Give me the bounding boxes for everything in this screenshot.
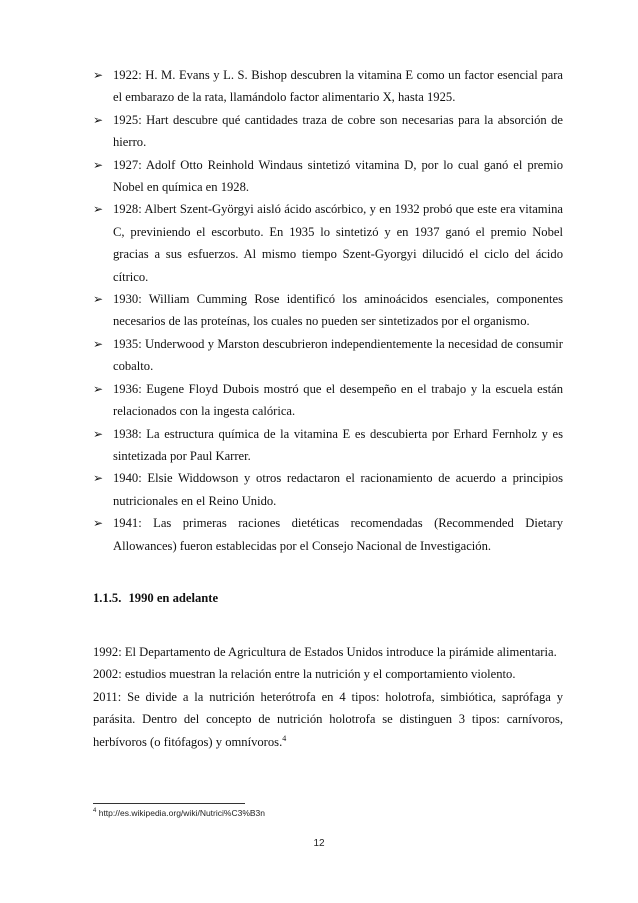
list-item	[93, 467, 563, 512]
arrowhead-bullet-icon: ➢	[93, 516, 104, 531]
section-title: 1990 en adelante	[128, 591, 219, 605]
list-item	[93, 109, 563, 154]
list-item	[93, 288, 563, 333]
arrowhead-bullet-icon: ➢	[93, 157, 104, 172]
paragraph	[93, 686, 563, 753]
footnote-separator	[93, 803, 245, 804]
paragraph	[93, 641, 563, 663]
list-item	[93, 198, 563, 288]
arrowhead-bullet-icon: ➢	[93, 292, 104, 307]
list-item-text: 1940: Elsie Widdowson y otros redactaron el racionamiento de acuerdo a principios nutricionales en el Reino Unido.	[113, 471, 563, 508]
list-item	[93, 423, 563, 468]
list-item-text: 1935: Underwood y Marston descubrieron independientemente la necesidad de consumir cobalto.	[113, 336, 563, 374]
list-item	[93, 333, 563, 378]
arrowhead-bullet-icon: ➢	[93, 426, 104, 441]
list-item-text: 1936: Eugene Floyd Dubois mostró que el desempeño en el trabajo y la escuela están relacionados con la ingesta calórica.	[113, 381, 563, 419]
footnote-reference[interactable]: 4	[282, 733, 287, 743]
list-item	[93, 512, 563, 557]
page-number: 12	[313, 838, 325, 849]
list-item-text: 1930: William Cumming Rose identificó los aminoácidos esenciales, componentes necesarios de las proteínas, los cuales no pueden ser sintetizados por el organismo.	[113, 292, 563, 329]
arrowhead-bullet-icon: ➢	[93, 336, 104, 351]
list-item-text: 1941: Las primeras raciones dietéticas recomendadas (Recommended Dietary Allowances) fueron establecidas por el Consejo Nacional de Investigación.	[113, 516, 563, 553]
paragraph-text: 2011: Se divide a la nutrición heterótrofa en 4 tipos: holotrofa, simbiótica, saprófaga y parásita. Dentro del concepto de nutrición holotrofa se distinguen 3 tipos: carnívoros, herbívoros (o fitófagos) y omnívoros.	[93, 689, 563, 749]
list-item-text: 1927: Adolf Otto Reinhold Windaus sintetizó vitamina D, por lo cual ganó el premio Nobel en química en 1928.	[113, 157, 563, 195]
section-body	[93, 641, 563, 753]
list-item	[93, 154, 563, 199]
list-item	[93, 378, 563, 423]
arrowhead-bullet-icon: ➢	[93, 381, 104, 396]
arrowhead-bullet-icon: ➢	[93, 202, 104, 217]
list-item-text: 1938: La estructura química de la vitamina E es descubierta por Erhard Fernholz y es sintetizada por Paul Karrer.	[113, 426, 563, 463]
footnote-marker: 4	[93, 808, 97, 815]
list-item-text: 1922: H. M. Evans y L. S. Bishop descubren la vitamina E como un factor esencial para el embarazo de la rata, llamándolo factor alimentario X, hasta 1925.	[113, 68, 563, 105]
paragraph-text: 2002: estudios muestran la relación entre la nutrición y el comportamiento violento.	[93, 667, 516, 682]
paragraph-text: 1992: El Departamento de Agricultura de Estados Unidos introduce la pirámide alimentaria.	[93, 645, 557, 659]
arrowhead-bullet-icon: ➢	[93, 471, 104, 486]
arrowhead-bullet-icon: ➢	[93, 112, 104, 127]
section-number: 1.1.5.	[93, 591, 122, 605]
timeline-bullet-list	[93, 64, 563, 557]
list-item-text: 1925: Hart descubre qué cantidades traza de cobre son necesarias para la absorción de hierro.	[113, 112, 563, 150]
footnote-link[interactable]: http://es.wikipedia.org/wiki/Nutrici%C3%B3n	[98, 808, 266, 818]
list-item-text: 1928: Albert Szent-Györgyi aisló ácido ascórbico, y en 1932 probó que este era vitamina C, previniendo el escorbuto. En 1935 lo sintetizó y en 1937 ganó el premio Nobel gracias a sus esfuerzos. Al mismo tiempo Szent-Gyorgyi dilucidó el ciclo del ácido cítrico.	[113, 202, 563, 284]
list-item	[93, 64, 563, 109]
paragraph	[93, 663, 563, 685]
footnote	[93, 808, 265, 818]
arrowhead-bullet-icon: ➢	[93, 68, 104, 82]
section-heading	[93, 591, 218, 606]
